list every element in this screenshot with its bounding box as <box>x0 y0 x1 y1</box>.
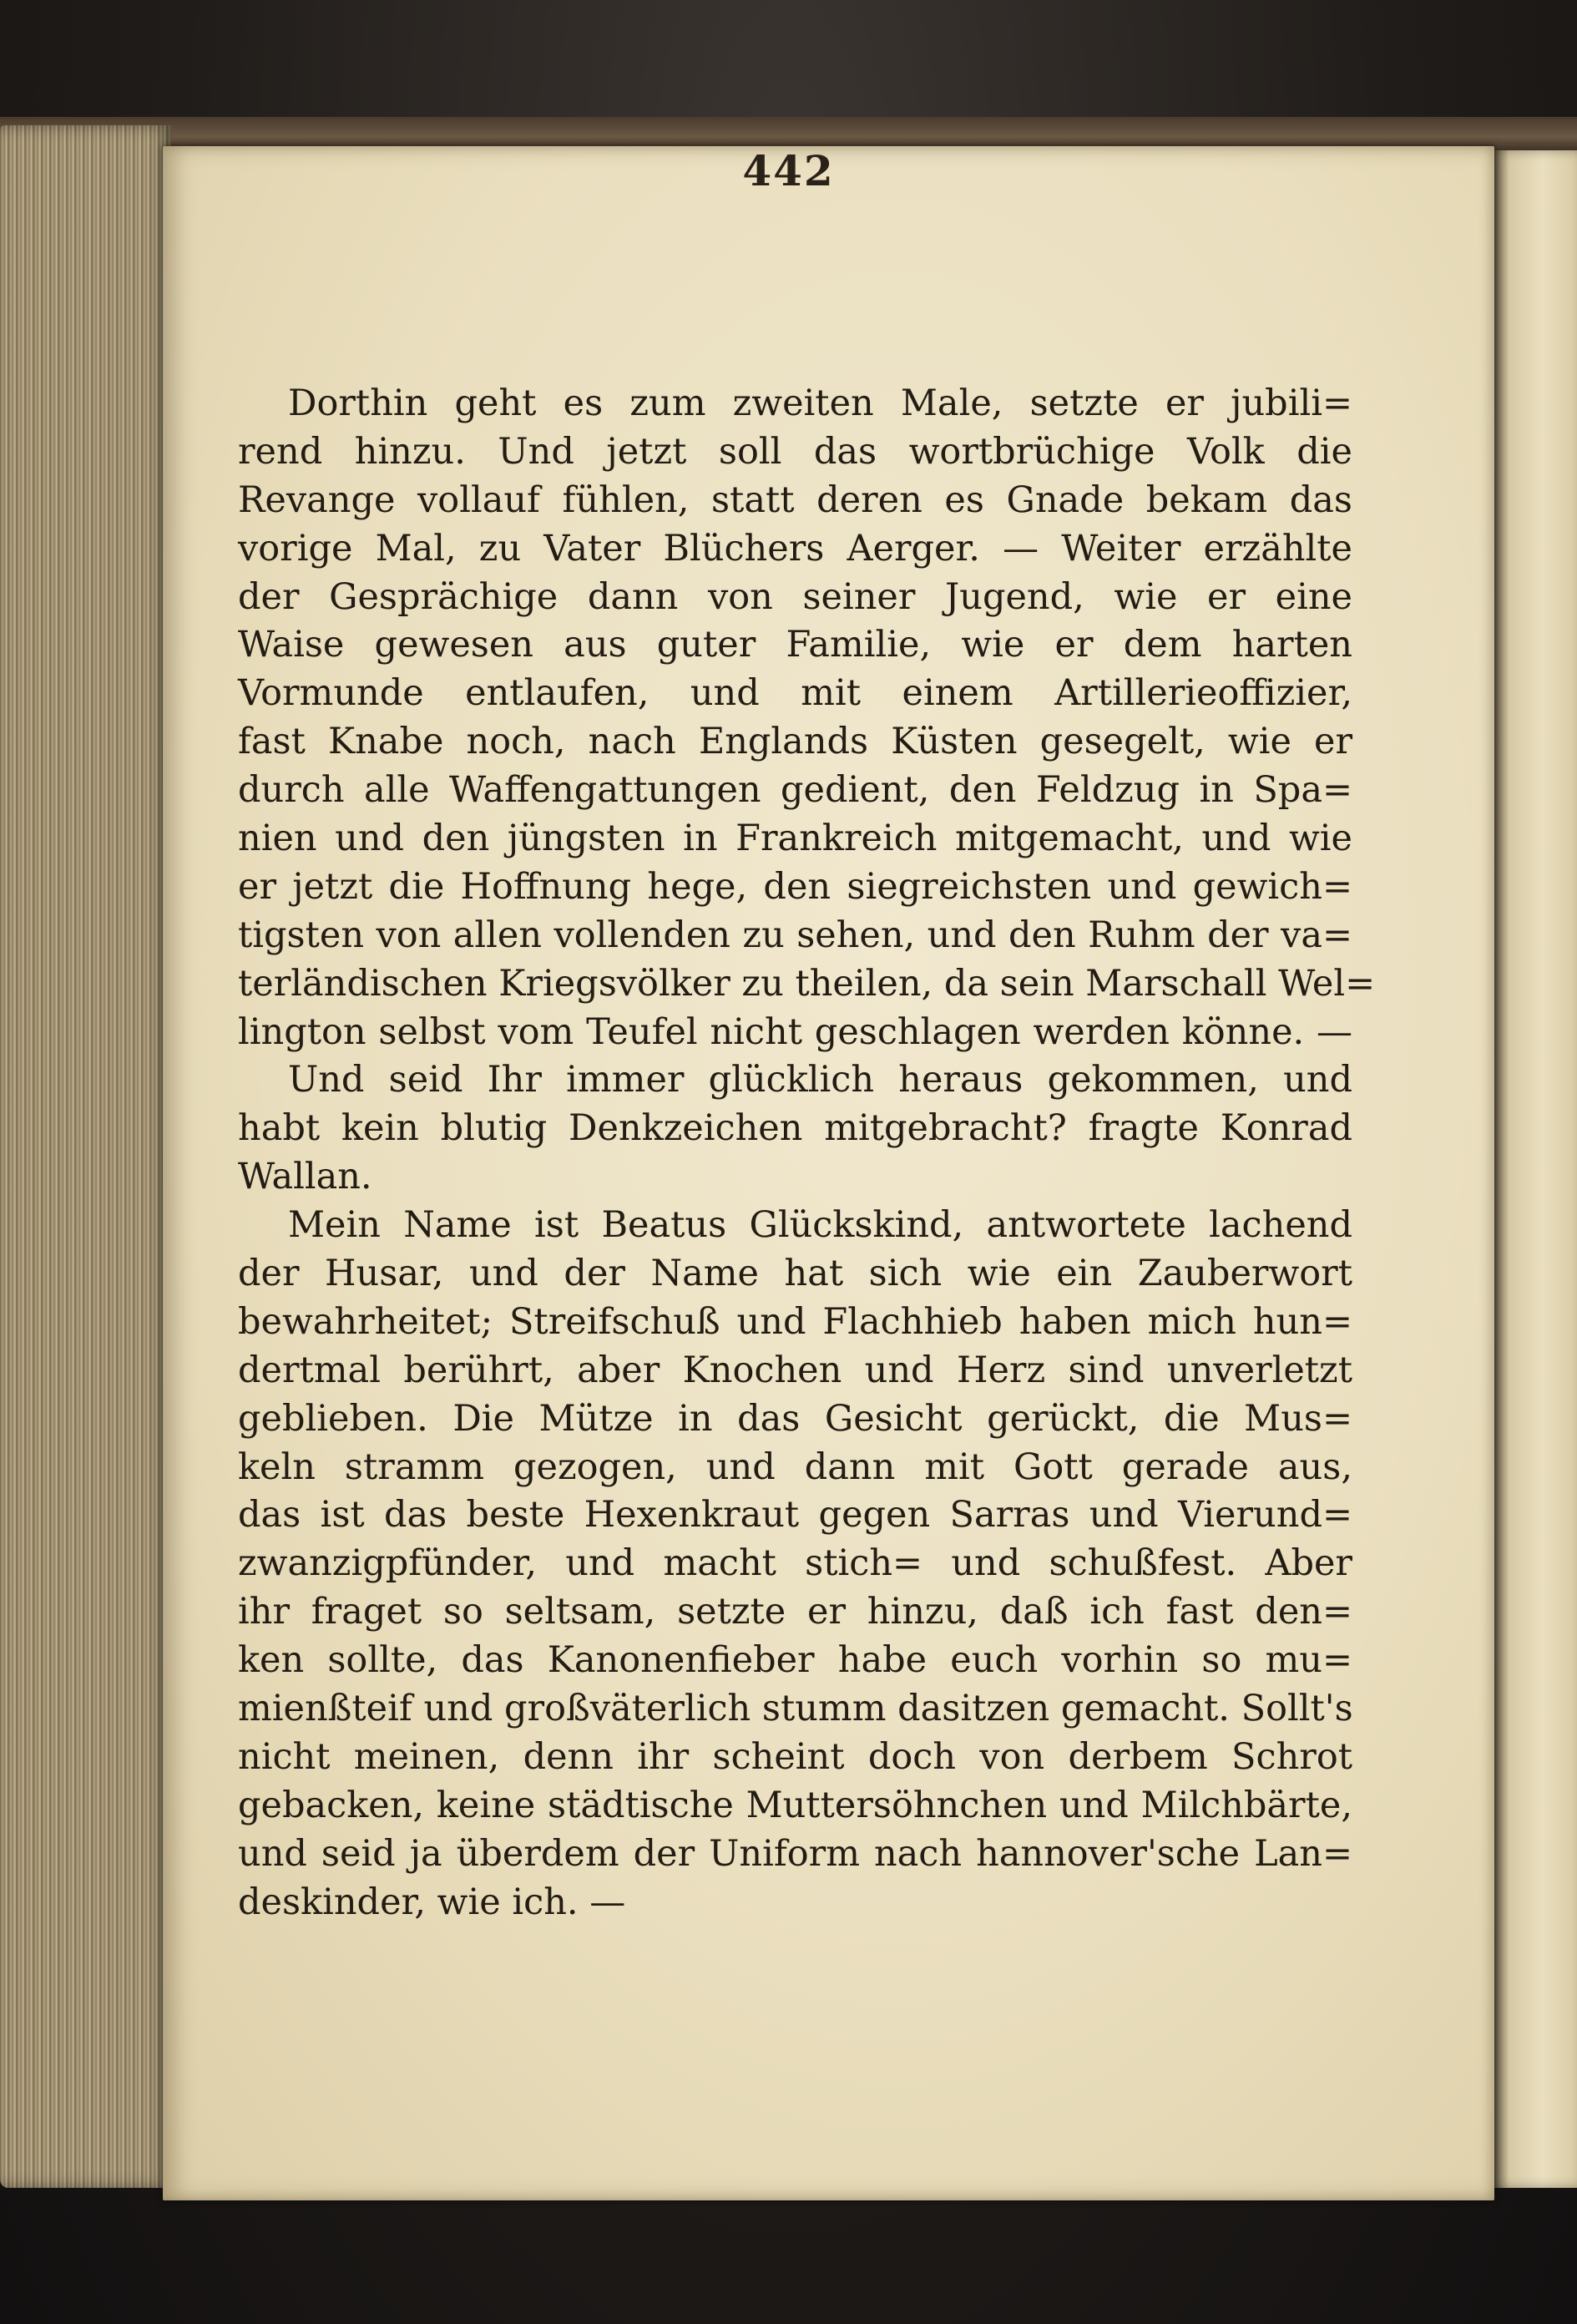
text-line: Und seid Ihr immer glücklich heraus gekommen, und <box>288 1059 1352 1101</box>
text-line: bewahrheitet; Streifschuß und Flachhieb haben mich hun= <box>238 1300 1352 1343</box>
body-text <box>238 380 1376 1927</box>
text-line: dertmal berührt, aber Knochen und Herz sind unverletzt <box>238 1349 1352 1391</box>
page-number: 442 <box>742 146 835 195</box>
text-line: tigsten von allen vollenden zu sehen, und den Ruhm der va= <box>238 914 1352 956</box>
next-page-edge <box>1490 150 1577 2188</box>
book-page-stack-left <box>0 125 171 2188</box>
text-line: habt kein blutig Denkzeichen mitgebracht? fragte Konrad <box>238 1107 1352 1150</box>
text-line: lington selbst vom Teufel nicht geschlagen werden könne. — <box>238 1010 1352 1053</box>
text-line: rend hinzu. Und jetzt soll das wortbrüchige Volk die <box>238 430 1352 473</box>
text-line: vorige Mal, zu Vater Blüchers Aerger. — Weiter erzählte <box>238 527 1352 570</box>
text-line: gebacken, keine städtische Muttersöhnchen und Milchbärte, <box>238 1784 1352 1826</box>
text-line: geblieben. Die Mütze in das Gesicht gerückt, die Mus= <box>238 1397 1352 1440</box>
text-line: Vormunde entlaufen, und mit einem Artillerieoffizier, <box>238 672 1352 715</box>
text-line: deskinder, wie ich. — <box>238 1881 626 1923</box>
text-line: ken sollte, das Kanonenfieber habe euch vorhin so mu= <box>238 1639 1352 1682</box>
text-line: der Gesprächige dann von seiner Jugend, wie er eine <box>238 575 1352 618</box>
text-line: keln stramm gezogen, und dann mit Gott gerade aus, <box>238 1446 1352 1488</box>
text-line: nien und den jüngsten in Frankreich mitgemacht, und wie <box>238 818 1352 860</box>
text-line: das ist das beste Hexenkraut gegen Sarras und Vierund= <box>238 1494 1352 1537</box>
text-line: er jetzt die Hoffnung hege, den siegreichsten und gewich= <box>238 865 1352 908</box>
book-top-edge <box>0 117 1577 150</box>
text-line: zwanzigpfünder, und macht stich= und schußfest. Aber <box>238 1542 1352 1585</box>
text-line: terländischen Kriegsvölker zu theilen, da sein Marschall Wel= <box>238 962 1376 1005</box>
text-line: Revange vollauf fühlen, statt deren es Gnade bekam das <box>238 478 1352 521</box>
text-line: ihr fraget so seltsam, setzte er hinzu, daß ich fast den= <box>238 1591 1352 1633</box>
text-line: der Husar, und der Name hat sich wie ein Zauberwort <box>238 1253 1352 1295</box>
text-line: durch alle Waffengattungen gedient, den Feldzug in Spa= <box>238 769 1352 812</box>
text-line: fast Knabe noch, nach Englands Küsten gesegelt, wie er <box>238 721 1352 763</box>
text-line: Dorthin geht es zum zweiten Male, setzte er jubili= <box>288 382 1352 424</box>
text-line: mienßteif und großväterlich stumm dasitzen gemacht. Sollt's <box>238 1688 1353 1730</box>
text-line: Mein Name ist Beatus Glückskind, antwortete lachend <box>288 1204 1352 1247</box>
text-line: Wallan. <box>238 1156 372 1198</box>
text-line: Waise gewesen aus guter Familie, wie er dem harten <box>238 624 1352 666</box>
text-line: und seid ja überdem der Uniform nach hannover'sche Lan= <box>238 1832 1352 1875</box>
text-line: nicht meinen, denn ihr scheint doch von derbem Schrot <box>238 1735 1352 1778</box>
